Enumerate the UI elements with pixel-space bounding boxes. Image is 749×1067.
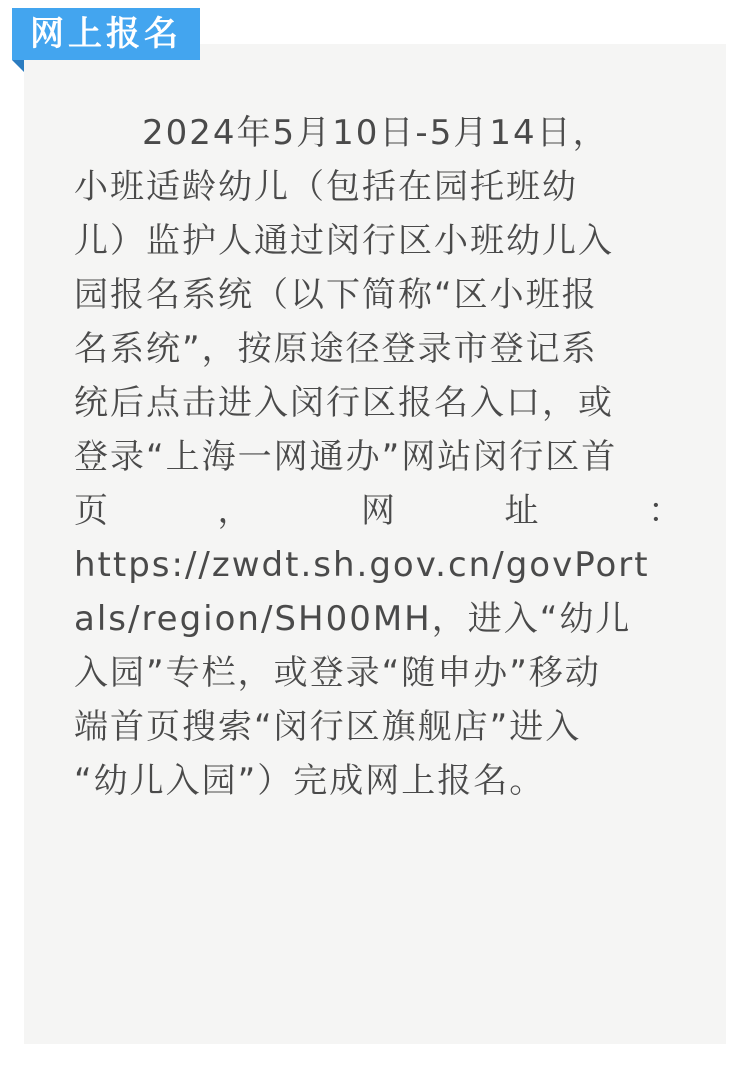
- paragraph-line: 统后点击进入闵行区报名入口，或: [74, 383, 614, 423]
- url-label-line: [74, 484, 684, 538]
- paragraph-line: 登录“上海一网通办”网站闵行区首: [74, 437, 618, 477]
- paragraph-line: 园报名系统（以下简称“区小班报: [74, 275, 598, 315]
- url-label-part: 页: [74, 491, 110, 531]
- paragraph-line: 儿）监护人通过闵行区小班幼儿入: [74, 221, 614, 261]
- section-tag: 网上报名: [12, 8, 200, 60]
- paragraph-line: 入园”专栏，或登录“随申办”移动: [74, 653, 601, 693]
- paragraph-line: 小班适龄幼儿（包括在园托班幼: [74, 167, 578, 207]
- url-label-part: ，: [217, 491, 254, 531]
- paragraph-line: 名系统”，按原途径登录市登记系: [74, 329, 598, 369]
- paragraph-line: als/region/SH00MH，进入“幼儿: [74, 599, 632, 639]
- paragraph-line: 端首页搜索“闵行区旗舰店”进入: [74, 707, 582, 747]
- paragraph-line: “幼儿入园”）完成网上报名。: [74, 761, 546, 801]
- url-label-part: ：: [648, 491, 684, 531]
- url-text: https://zwdt.sh.gov.cn/govPort: [74, 545, 650, 585]
- url-label-part: 址: [504, 491, 541, 531]
- section-tag-fold: [12, 60, 24, 72]
- paragraph-line: 2024年5月10日-5月14日，: [142, 113, 609, 153]
- url-label-part: 网: [361, 491, 397, 531]
- registration-paragraph: [74, 106, 690, 808]
